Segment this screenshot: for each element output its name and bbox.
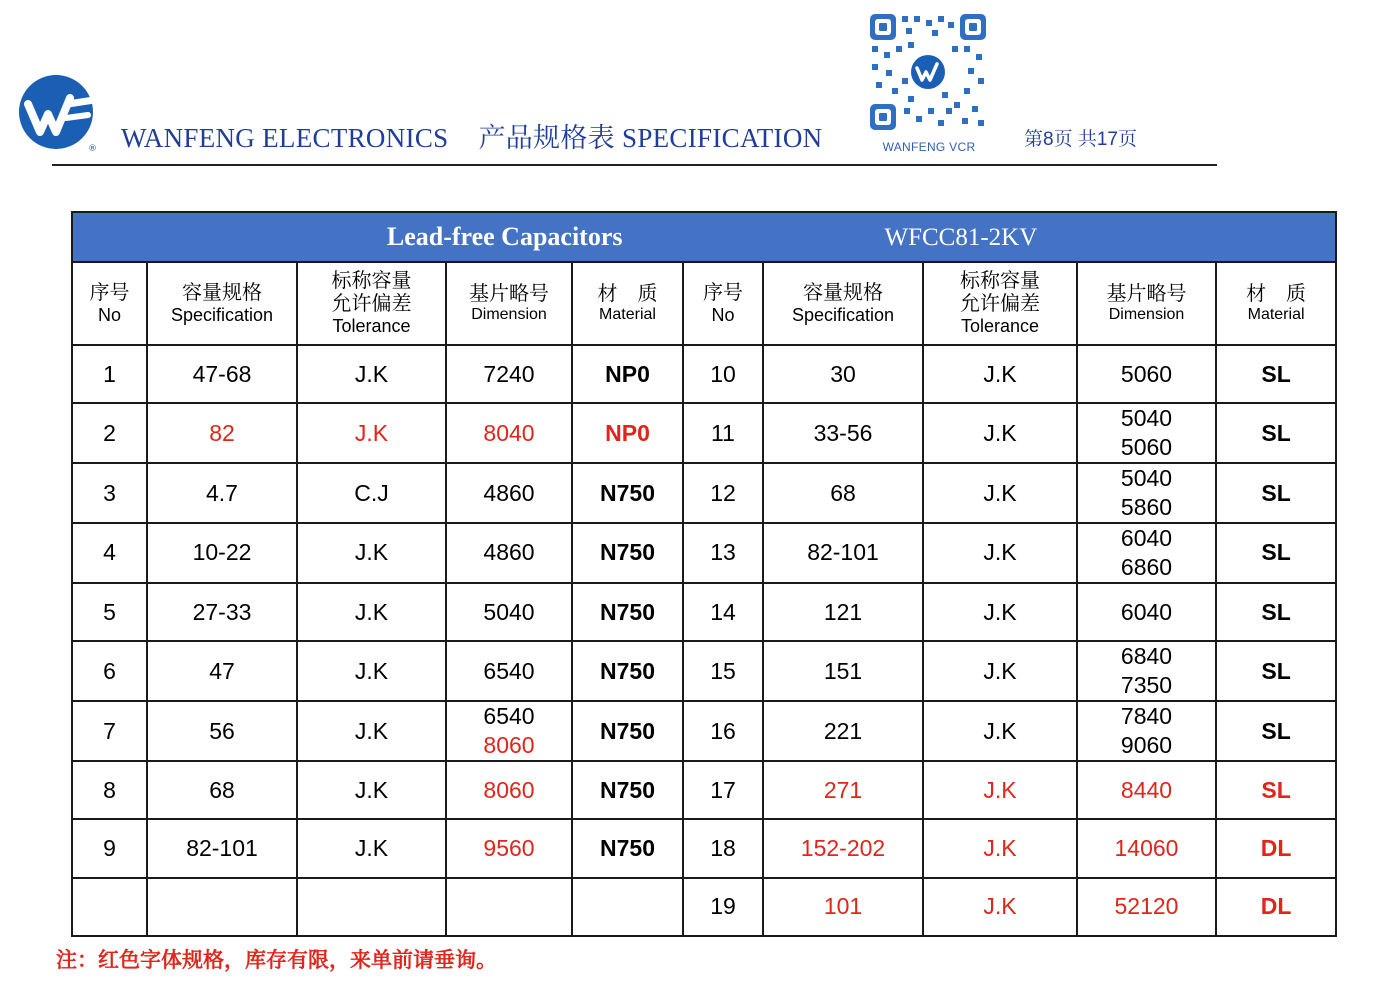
footnote: 注：红色字体规格，库存有限，来单前请垂询。 xyxy=(56,949,497,972)
cell-tolerance: C.J xyxy=(297,463,446,523)
col-header-dimension: 基片略号 Dimension xyxy=(1077,262,1216,345)
cell-no: 12 xyxy=(683,463,763,523)
cell-material: NP0 xyxy=(572,345,683,403)
cell-dimension: 5040 xyxy=(446,583,572,641)
cell-material: N750 xyxy=(572,583,683,641)
cell-dimension: 6540 xyxy=(446,641,572,701)
table-row xyxy=(72,463,1336,523)
cell-material: SL xyxy=(1216,761,1336,819)
cell-tolerance: J.K xyxy=(297,345,446,403)
cell-no: 3 xyxy=(72,463,147,523)
cell-no: 18 xyxy=(683,819,763,877)
cell-no: 1 xyxy=(72,345,147,403)
cell-dimension: 7840 9060 xyxy=(1077,701,1216,761)
cell-no: 8 xyxy=(72,761,147,819)
cell-spec: 68 xyxy=(763,463,923,523)
cell-material: N750 xyxy=(572,641,683,701)
cell-tolerance: J.K xyxy=(923,819,1077,877)
svg-text:®: ® xyxy=(88,144,97,154)
cell-spec: 82-101 xyxy=(763,523,923,583)
cell-spec: 221 xyxy=(763,701,923,761)
cell-tolerance: J.K xyxy=(923,345,1077,403)
cell-no: 15 xyxy=(683,641,763,701)
cell-tolerance: J.K xyxy=(923,761,1077,819)
cell-spec: 56 xyxy=(147,701,297,761)
table-row xyxy=(72,403,1336,463)
cell-spec: 271 xyxy=(763,761,923,819)
cell-dimension: 6540 8060 xyxy=(446,701,572,761)
col-header-material: 材 质 Material xyxy=(1216,262,1336,345)
qr-caption: WANFENG VCR xyxy=(882,140,976,154)
cell-dimension: 5040 5060 xyxy=(1077,403,1216,463)
header-title xyxy=(121,116,822,155)
cell-dimension: 6040 xyxy=(1077,583,1216,641)
cell-empty xyxy=(147,878,297,936)
cell-empty xyxy=(446,878,572,936)
cell-dimension: 52120 xyxy=(1077,878,1216,936)
table-row xyxy=(72,523,1336,583)
table-row xyxy=(72,761,1336,819)
wanfeng-logo-icon xyxy=(18,74,100,154)
cell-spec: 82-101 xyxy=(147,819,297,877)
cell-dimension: 4860 xyxy=(446,463,572,523)
cell-tolerance: J.K xyxy=(923,878,1077,936)
cell-dimension: 14060 xyxy=(1077,819,1216,877)
cell-tolerance: J.K xyxy=(923,701,1077,761)
cell-dimension: 9560 xyxy=(446,819,572,877)
cell-no: 4 xyxy=(72,523,147,583)
cell-tolerance: J.K xyxy=(923,583,1077,641)
cell-material: N750 xyxy=(572,701,683,761)
cell-material: NP0 xyxy=(572,403,683,463)
cell-dimension: 8040 xyxy=(446,403,572,463)
cell-dimension: 7240 xyxy=(446,345,572,403)
cell-tolerance: J.K xyxy=(923,641,1077,701)
col-header-spec: 容量规格 Specification xyxy=(763,262,923,345)
table-row xyxy=(72,641,1336,701)
table-row xyxy=(72,701,1336,761)
cell-tolerance: J.K xyxy=(297,583,446,641)
table-row xyxy=(72,345,1336,403)
col-header-no: 序号 No xyxy=(72,262,147,345)
cell-no: 9 xyxy=(72,819,147,877)
doc-title: 产品规格表 SPECIFICATION xyxy=(478,123,823,153)
cell-material: N750 xyxy=(572,761,683,819)
brand-name: WANFENG ELECTRONICS xyxy=(121,123,449,153)
cell-empty xyxy=(572,878,683,936)
cell-spec: 151 xyxy=(763,641,923,701)
cell-material: SL xyxy=(1216,463,1336,523)
table-header-row xyxy=(72,262,1336,345)
cell-material: SL xyxy=(1216,523,1336,583)
cell-spec: 152-202 xyxy=(763,819,923,877)
cell-tolerance: J.K xyxy=(297,761,446,819)
cell-material: DL xyxy=(1216,878,1336,936)
table-row xyxy=(72,583,1336,641)
cell-no: 19 xyxy=(683,878,763,936)
cell-tolerance: J.K xyxy=(297,641,446,701)
cell-no: 7 xyxy=(72,701,147,761)
col-header-dimension: 基片略号 Dimension xyxy=(446,262,572,345)
banner-model: WFCC81-2KV xyxy=(884,224,1038,252)
cell-spec: 101 xyxy=(763,878,923,936)
cell-material: DL xyxy=(1216,819,1336,877)
cell-no: 2 xyxy=(72,403,147,463)
cell-no: 13 xyxy=(683,523,763,583)
table-row xyxy=(72,878,1336,936)
cell-dimension: 6840 7350 xyxy=(1077,641,1216,701)
cell-spec: 33-56 xyxy=(763,403,923,463)
banner-title: Lead-free Capacitors xyxy=(386,222,623,252)
cell-spec: 10-22 xyxy=(147,523,297,583)
cell-tolerance: J.K xyxy=(297,403,446,463)
table-banner xyxy=(72,212,1336,262)
cell-material: SL xyxy=(1216,641,1336,701)
cell-spec: 82 xyxy=(147,403,297,463)
cell-no: 11 xyxy=(683,403,763,463)
cell-dimension: 4860 xyxy=(446,523,572,583)
cell-material: N750 xyxy=(572,463,683,523)
table-row xyxy=(72,819,1336,877)
col-header-tolerance: 标称容量 允许偏差 Tolerance xyxy=(297,262,446,345)
col-header-material: 材 质 Material xyxy=(572,262,683,345)
cell-material: SL xyxy=(1216,403,1336,463)
cell-spec: 47 xyxy=(147,641,297,701)
cell-empty xyxy=(297,878,446,936)
cell-tolerance: J.K xyxy=(297,523,446,583)
cell-dimension: 5060 xyxy=(1077,345,1216,403)
cell-dimension: 5040 5860 xyxy=(1077,463,1216,523)
cell-tolerance: J.K xyxy=(923,403,1077,463)
cell-dimension: 6040 6860 xyxy=(1077,523,1216,583)
header-divider xyxy=(52,164,1217,166)
col-header-tolerance: 标称容量 允许偏差 Tolerance xyxy=(923,262,1077,345)
cell-tolerance: J.K xyxy=(923,463,1077,523)
cell-spec: 121 xyxy=(763,583,923,641)
cell-spec: 47-68 xyxy=(147,345,297,403)
cell-material: SL xyxy=(1216,345,1336,403)
qr-code-icon xyxy=(868,12,988,132)
page-number: 第8页 共17页 xyxy=(1024,129,1137,150)
cell-no: 14 xyxy=(683,583,763,641)
cell-spec: 27-33 xyxy=(147,583,297,641)
cell-dimension: 8440 xyxy=(1077,761,1216,819)
cell-material: N750 xyxy=(572,523,683,583)
cell-tolerance: J.K xyxy=(297,819,446,877)
cell-tolerance: J.K xyxy=(297,701,446,761)
cell-spec: 4.7 xyxy=(147,463,297,523)
cell-material: SL xyxy=(1216,701,1336,761)
cell-no: 6 xyxy=(72,641,147,701)
cell-no: 17 xyxy=(683,761,763,819)
cell-empty xyxy=(72,878,147,936)
cell-spec: 68 xyxy=(147,761,297,819)
spec-table xyxy=(71,211,1337,937)
cell-spec: 30 xyxy=(763,345,923,403)
cell-dimension: 8060 xyxy=(446,761,572,819)
cell-material: N750 xyxy=(572,819,683,877)
cell-tolerance: J.K xyxy=(923,523,1077,583)
cell-no: 10 xyxy=(683,345,763,403)
col-header-no: 序号 No xyxy=(683,262,763,345)
cell-no: 16 xyxy=(683,701,763,761)
col-header-spec: 容量规格 Specification xyxy=(147,262,297,345)
cell-material: SL xyxy=(1216,583,1336,641)
cell-no: 5 xyxy=(72,583,147,641)
